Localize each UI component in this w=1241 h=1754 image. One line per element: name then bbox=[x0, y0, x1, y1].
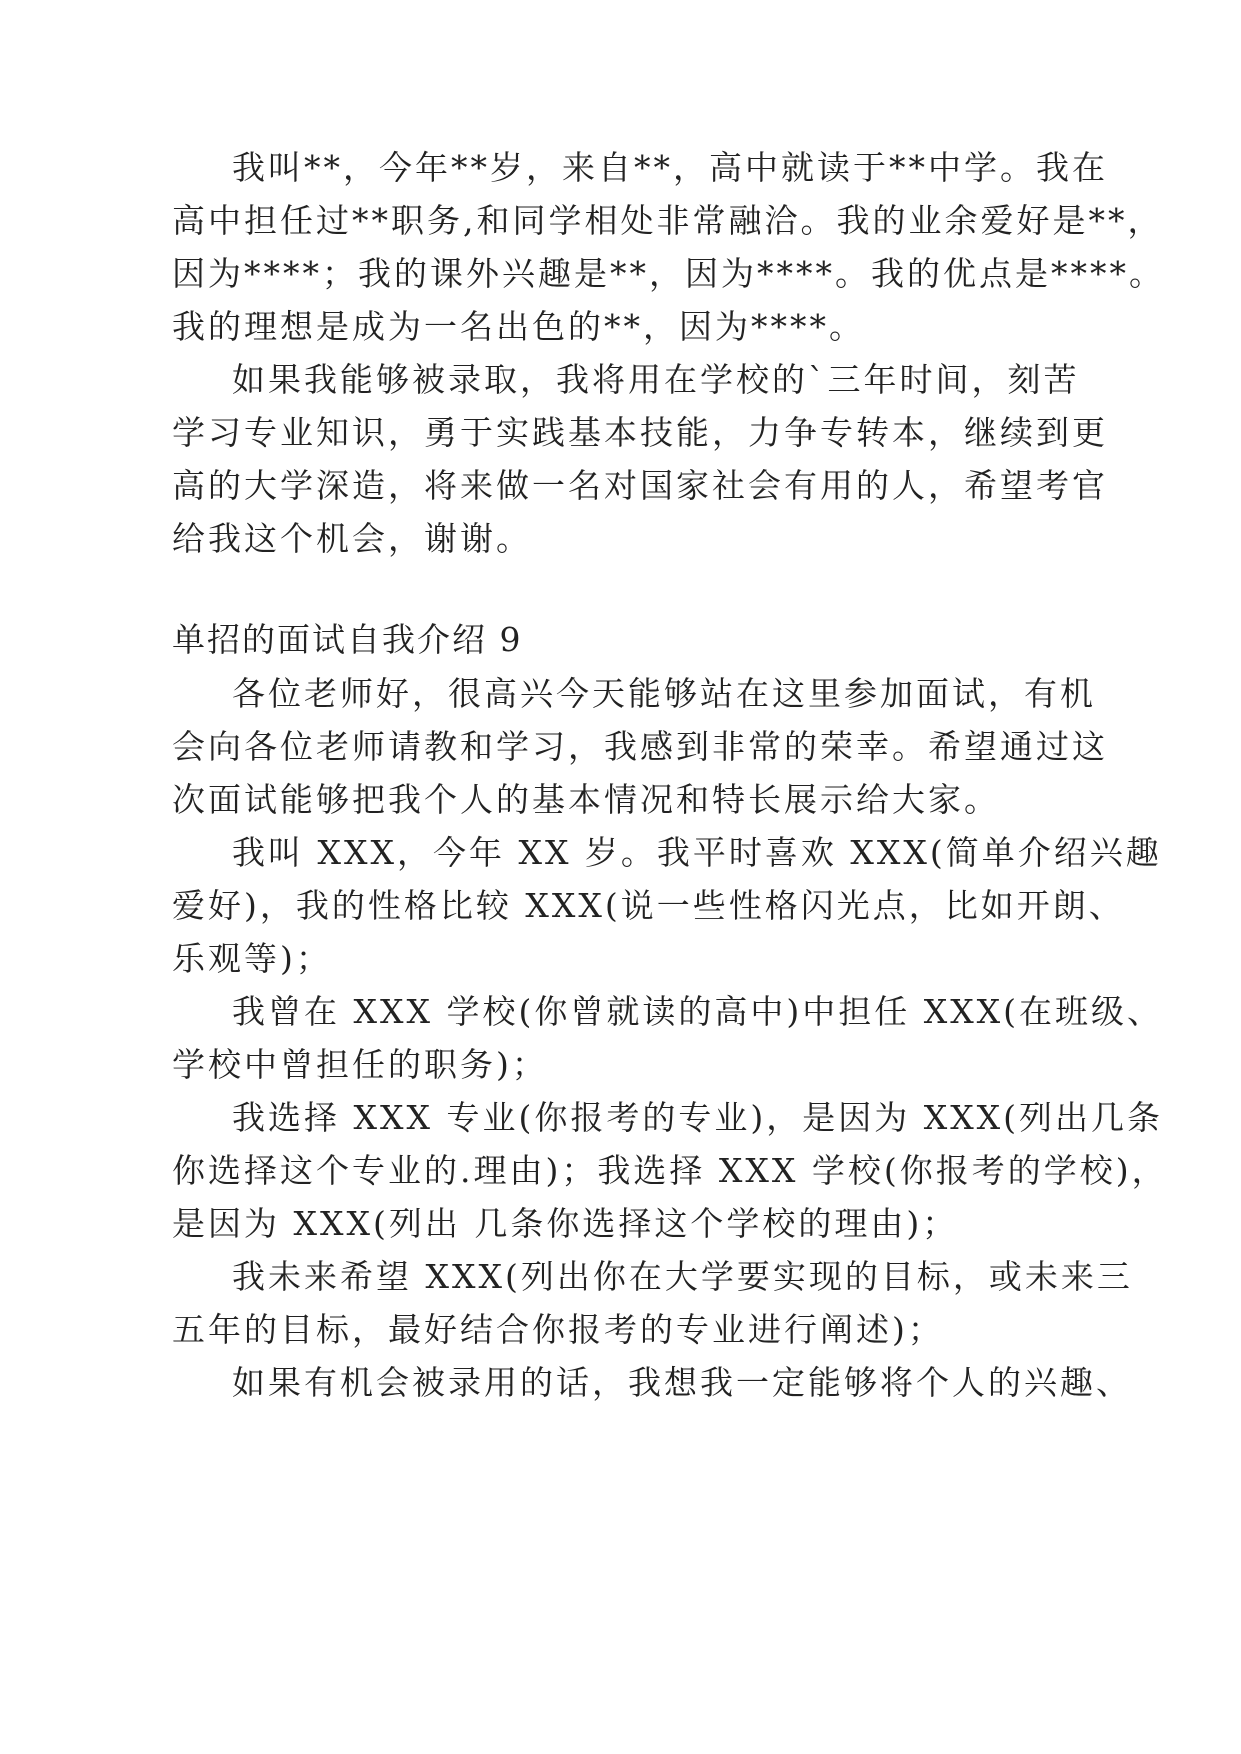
paragraph-line: 高中担任过**职务,和同学相处非常融洽。我的业余爱好是**， bbox=[172, 201, 1164, 240]
paragraph-line: 次面试能够把我个人的基本情况和特长展示给大家。 bbox=[172, 780, 1000, 819]
paragraph-line: 给我这个机会，谢谢。 bbox=[172, 519, 532, 558]
paragraph-line: 是因为 XXX(列出 几条你选择这个学校的理由)； bbox=[172, 1204, 959, 1243]
section-heading: 单招的面试自我介绍 9 bbox=[172, 620, 523, 659]
paragraph-line: 爱好)，我的性格比较 XXX(说一些性格闪光点，比如开朗、 bbox=[172, 886, 1125, 925]
paragraph-line: 因为****；我的课外兴趣是**，因为****。我的优点是****。 bbox=[172, 254, 1165, 293]
paragraph-line: 如果我能够被录取，我将用在学校的`三年时间，刻苦 bbox=[232, 360, 1080, 399]
paragraph-line: 学校中曾担任的职务)； bbox=[172, 1045, 548, 1084]
paragraph-line: 我的理想是成为一名出色的**，因为****。 bbox=[172, 307, 865, 346]
paragraph-line: 我曾在 XXX 学校(你曾就读的高中)中担任 XXX(在班级、 bbox=[232, 992, 1164, 1031]
paragraph-line: 乐观等)； bbox=[172, 939, 332, 978]
paragraph-line: 五年的目标，最好结合你报考的专业进行阐述)； bbox=[172, 1310, 944, 1349]
paragraph-line: 会向各位老师请教和学习，我感到非常的荣幸。希望通过这 bbox=[172, 727, 1108, 766]
paragraph-line: 我叫**，今年**岁，来自**，高中就读于**中学。我在 bbox=[232, 148, 1108, 187]
paragraph-line: 我未来希望 XXX(列出你在大学要实现的目标，或未来三 bbox=[232, 1257, 1133, 1296]
paragraph-line: 学习专业知识，勇于实践基本技能，力争专转本，继续到更 bbox=[172, 413, 1108, 452]
paragraph-line: 你选择这个专业的.理由)；我选择 XXX 学校(你报考的学校)， bbox=[172, 1151, 1168, 1190]
paragraph-line: 高的大学深造，将来做一名对国家社会有用的人，希望考官 bbox=[172, 466, 1108, 505]
paragraph-line: 我选择 XXX 专业(你报考的专业)，是因为 XXX(列出几条 bbox=[232, 1098, 1164, 1137]
paragraph-line: 我叫 XXX，今年 XX 岁。我平时喜欢 XXX(简单介绍兴趣 bbox=[232, 833, 1162, 872]
paragraph-line: 如果有机会被录用的话，我想我一定能够将个人的兴趣、 bbox=[232, 1363, 1132, 1402]
paragraph-line: 各位老师好，很高兴今天能够站在这里参加面试，有机 bbox=[232, 674, 1096, 713]
